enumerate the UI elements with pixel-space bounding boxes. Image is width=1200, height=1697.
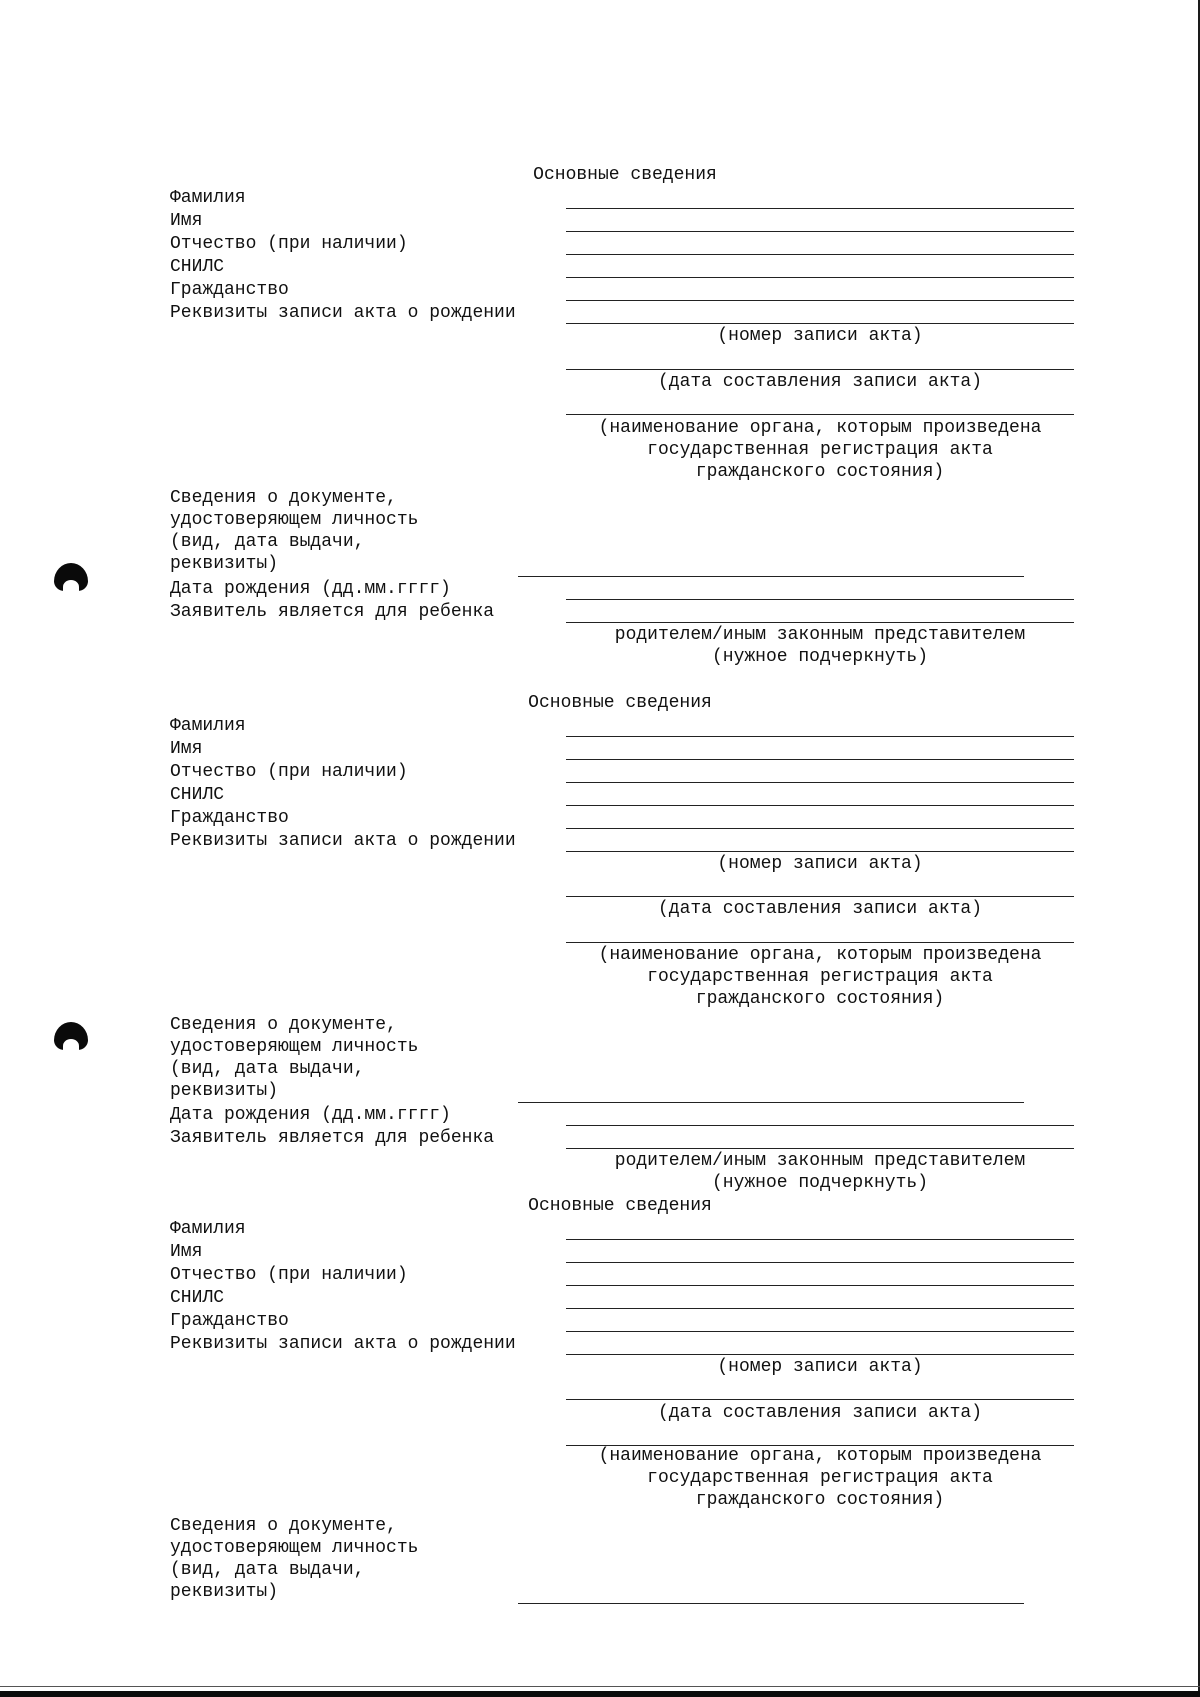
applicant-hint: родителем/иным законным представителем (нужное подчеркнуть) [614, 625, 1026, 667]
id-document-label: Сведения о документе, удостоверяющем личность (вид, дата выдачи, реквизиты) [170, 488, 419, 574]
field-label-name: Имя [170, 739, 203, 759]
act-date-input-line[interactable] [566, 896, 1074, 897]
birth-date-input-line[interactable] [566, 1125, 1074, 1126]
patronymic-input-line[interactable] [566, 782, 1074, 783]
surname-input-line[interactable] [566, 1239, 1074, 1240]
field-label-patronymic: Отчество (при наличии) [170, 1265, 408, 1285]
act-date-hint: (дата составления записи акта) [657, 372, 983, 392]
scan-edge-bottom [0, 1691, 1200, 1697]
applicant-input-line[interactable] [566, 622, 1074, 623]
act-date-hint: (дата составления записи акта) [657, 899, 983, 919]
field-label-snils: СНИЛС [170, 785, 225, 805]
field-label-citizenship: Гражданство [170, 808, 289, 828]
registry-office-hint: (наименование органа, которым произведена государственная регистрация акта гражданского состояния) [598, 418, 1042, 482]
applicant-label: Заявитель является для ребенка [170, 1128, 495, 1148]
id-document-input-line[interactable] [518, 1603, 1024, 1604]
id-document-label: Сведения о документе, удостоверяющем личность (вид, дата выдачи, реквизиты) [170, 1015, 419, 1101]
section-title: Основные сведения [533, 165, 717, 185]
act-date-input-line[interactable] [566, 369, 1074, 370]
act-date-hint: (дата составления записи акта) [657, 1403, 983, 1423]
field-label-patronymic: Отчество (при наличии) [170, 762, 408, 782]
act-number-input-line[interactable] [566, 323, 1074, 324]
act-date-input-line[interactable] [566, 1399, 1074, 1400]
act-number-input-line[interactable] [566, 1354, 1074, 1355]
registry-office-hint: (наименование органа, которым произведена государственная регистрация акта гражданского состояния) [598, 945, 1042, 1009]
section-title: Основные сведения [528, 693, 712, 713]
citizenship-input-line[interactable] [566, 1331, 1074, 1332]
birth-date-input-line[interactable] [566, 599, 1074, 600]
field-label-name: Имя [170, 1242, 203, 1262]
snils-input-line[interactable] [566, 277, 1074, 278]
field-label-birth-act: Реквизиты записи акта о рождении [170, 1334, 516, 1354]
field-label-surname: Фамилия [170, 716, 246, 736]
section-title: Основные сведения [528, 1196, 712, 1216]
applicant-label: Заявитель является для ребенка [170, 602, 495, 622]
registry-office-input-line[interactable] [566, 942, 1074, 943]
name-input-line[interactable] [566, 231, 1074, 232]
field-label-citizenship: Гражданство [170, 280, 289, 300]
citizenship-input-line[interactable] [566, 828, 1074, 829]
snils-input-line[interactable] [566, 805, 1074, 806]
field-label-patronymic: Отчество (при наличии) [170, 234, 408, 254]
birth-date-label: Дата рождения (дд.мм.гггг) [170, 1105, 451, 1125]
birth-date-label: Дата рождения (дд.мм.гггг) [170, 579, 451, 599]
registry-office-hint: (наименование органа, которым произведена государственная регистрация акта гражданского состояния) [598, 1446, 1042, 1510]
field-label-birth-act: Реквизиты записи акта о рождении [170, 303, 516, 323]
act-number-input-line[interactable] [566, 851, 1074, 852]
id-document-input-line[interactable] [518, 1102, 1024, 1103]
punch-hole-icon [54, 563, 88, 591]
field-label-snils: СНИЛС [170, 257, 225, 277]
applicant-input-line[interactable] [566, 1148, 1074, 1149]
field-label-snils: СНИЛС [170, 1288, 225, 1308]
snils-input-line[interactable] [566, 1308, 1074, 1309]
punch-hole-icon [54, 1022, 88, 1050]
patronymic-input-line[interactable] [566, 254, 1074, 255]
name-input-line[interactable] [566, 759, 1074, 760]
id-document-label: Сведения о документе, удостоверяющем личность (вид, дата выдачи, реквизиты) [170, 1516, 419, 1602]
name-input-line[interactable] [566, 1262, 1074, 1263]
field-label-birth-act: Реквизиты записи акта о рождении [170, 831, 516, 851]
surname-input-line[interactable] [566, 208, 1074, 209]
field-label-surname: Фамилия [170, 188, 246, 208]
id-document-input-line[interactable] [518, 576, 1024, 577]
act-number-hint: (номер записи акта) [717, 854, 923, 874]
citizenship-input-line[interactable] [566, 300, 1074, 301]
act-number-hint: (номер записи акта) [717, 1357, 923, 1377]
registry-office-input-line[interactable] [566, 414, 1074, 415]
surname-input-line[interactable] [566, 736, 1074, 737]
field-label-surname: Фамилия [170, 1219, 246, 1239]
field-label-citizenship: Гражданство [170, 1311, 289, 1331]
act-number-hint: (номер записи акта) [717, 326, 923, 346]
patronymic-input-line[interactable] [566, 1285, 1074, 1286]
applicant-hint: родителем/иным законным представителем (нужное подчеркнуть) [614, 1151, 1026, 1193]
field-label-name: Имя [170, 211, 203, 231]
scan-edge-bottom-thin [0, 1686, 1200, 1687]
